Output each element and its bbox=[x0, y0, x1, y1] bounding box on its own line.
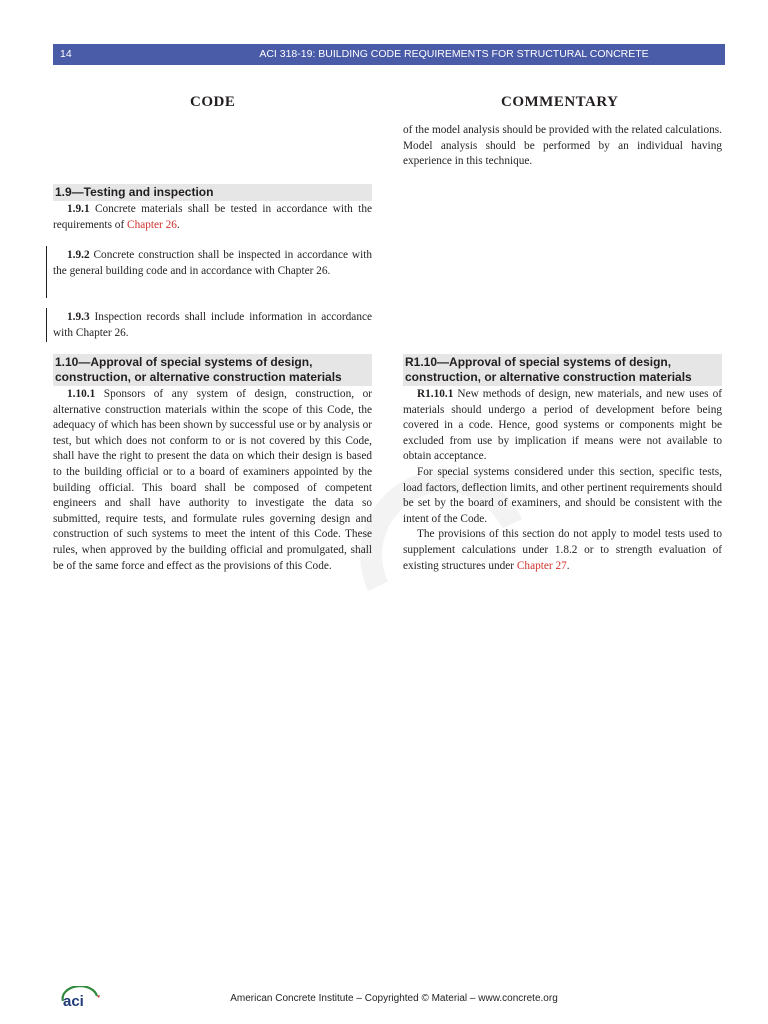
clause-1-9-3 bbox=[53, 310, 372, 341]
chapter-27-link[interactable]: Chapter 27 bbox=[516, 559, 567, 572]
commentary-paragraph: For special systems considered under this section, specific tests, load factors, deflection limits, and other pertinent requirements should be set by the board of examiners, and should be consistent with the intent of the Code. bbox=[403, 465, 722, 525]
running-title: ACI 318-19: BUILDING CODE REQUIREMENTS FOR STRUCTURAL CONCRETE bbox=[259, 48, 649, 60]
clause-text: New methods of design, new materials, and new uses of materials should undergo a period of development before being covered in a code. Hence, good systems or components might be excluded from use by implication if means were not available to obtain acceptance. bbox=[403, 388, 722, 463]
clause-text: Concrete construction shall be inspected in accordance with the general building code and in accordance with Chapter 26. bbox=[53, 249, 372, 277]
clause-text: The provisions of this section do not apply to model tests used to supplement calculations under 1.8.2 or to strength evaluation of existing structures under bbox=[403, 528, 722, 572]
commentary-paragraph: of the model analysis should be provided with the related calculations. Model analysis should be performed by an individual having experience in this technique. bbox=[403, 124, 722, 168]
footer-copyright: American Concrete Institute – Copyrighted © Material – www.concrete.org bbox=[230, 993, 558, 1004]
clause-end: . bbox=[566, 559, 570, 572]
clause-end: . bbox=[176, 218, 180, 231]
clause-1-9-2 bbox=[53, 248, 372, 279]
clause-number: 1.9.3 bbox=[67, 311, 90, 323]
clause-1-9-2-block bbox=[53, 248, 372, 279]
change-bar bbox=[46, 308, 47, 342]
clause-text: Inspection records shall include information in accordance with Chapter 26. bbox=[53, 311, 372, 339]
clause-number: 1.9.2 bbox=[67, 249, 90, 261]
chapter-26-link[interactable]: Chapter 26 bbox=[127, 218, 177, 231]
section-heading-r1-10: R1.10—Approval of special systems of design, construction, or alternative construction materials bbox=[403, 354, 722, 386]
code-column-heading: CODE bbox=[190, 94, 236, 110]
section-r1-10 bbox=[403, 354, 722, 574]
clause-1-9-1 bbox=[53, 202, 372, 233]
clause-1-10-1 bbox=[53, 387, 372, 574]
clause-text: Sponsors of any system of design, construction, or alternative construction materials within the scope of this Code, the adequacy of which has been shown by successful use or by analysis or test, but which does not conform to or is not covered by this Code, shall have the right to present the data on which their design is based to the building official or to a board of examiners appointed by the building official. This board shall be composed of competent engineers and shall have authority to investigate the data so submitted, require tests, and formulate rules governing design and construction of such systems to meet the intent of this Code. These rules, when approved by the building official and promulgated, shall be of the same force and effect as the provisions of this Code. bbox=[53, 388, 372, 572]
clause-number: 1.10.1 bbox=[67, 388, 96, 400]
commentary-continuation bbox=[403, 123, 722, 170]
logo-text: aci bbox=[63, 993, 84, 1010]
running-header bbox=[53, 44, 725, 65]
section-1-10 bbox=[53, 354, 372, 574]
commentary-column-heading: COMMENTARY bbox=[501, 94, 619, 110]
clause-number: 1.9.1 bbox=[67, 203, 90, 215]
change-bar bbox=[46, 246, 47, 298]
section-heading-1-10: 1.10—Approval of special systems of design, construction, or alternative construction materials bbox=[53, 354, 372, 386]
section-heading-1-9: 1.9—Testing and inspection bbox=[53, 184, 372, 201]
commentary-r1-10-1 bbox=[403, 387, 722, 465]
page-number: 14 bbox=[60, 48, 72, 60]
section-1-9 bbox=[53, 184, 372, 233]
commentary-paragraph bbox=[403, 527, 722, 574]
clause-1-9-3-block bbox=[53, 310, 372, 341]
clause-text: Concrete materials shall be tested in accordance with the requirements of bbox=[53, 203, 372, 231]
clause-number: R1.10.1 bbox=[417, 388, 454, 400]
